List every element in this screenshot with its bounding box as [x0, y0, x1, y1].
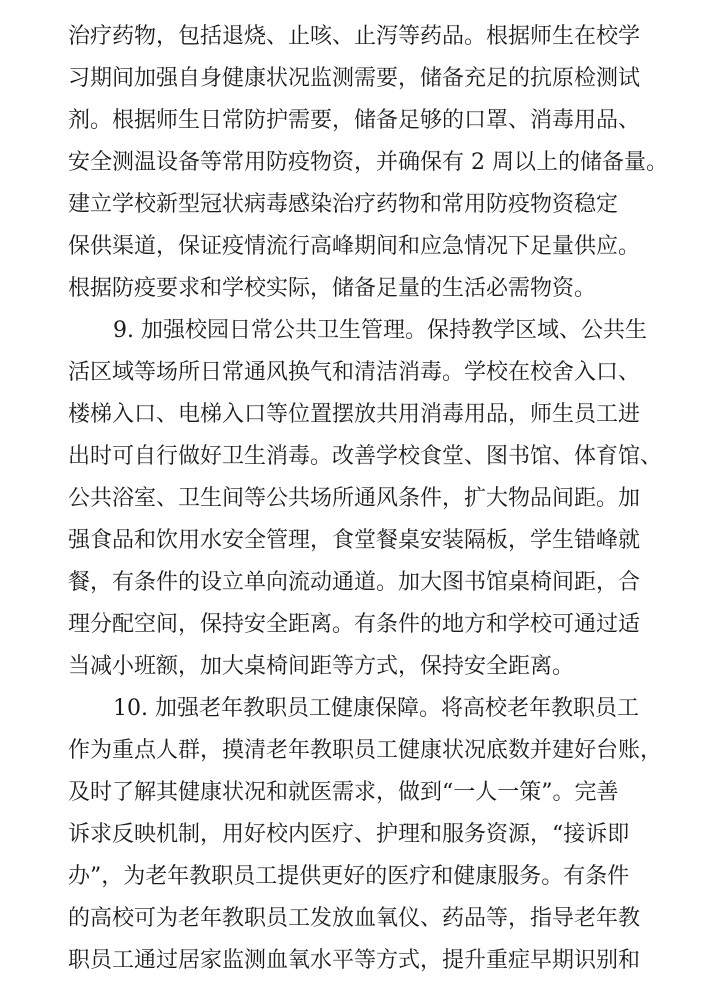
text-line: 强食品和饮用水安全管理，食堂餐桌安装隔板，学生错峰就 — [68, 528, 641, 553]
text-line: 楼梯入口、电梯入口等位置摆放共用消毒用品，师生员工进 — [68, 402, 641, 427]
text-line: 建立学校新型冠状病毒感染治疗药物和常用防疫物资稳定 — [68, 192, 619, 217]
text-line: 理分配空间，保持安全距离。有条件的地方和学校可通过适 — [68, 612, 641, 637]
text-line: 职员工通过居家监测血氧水平等方式，提升重症早期识别和 — [68, 948, 641, 973]
text-line: 剂。根据师生日常防护需要，储备足够的口罩、消毒用品、 — [68, 108, 641, 133]
text-line: 保供渠道，保证疫情流行高峰期间和应急情况下足量供应。 — [68, 234, 641, 259]
text-line: 安全测温设备等常用防疫物资，并确保有 2 周以上的储备量。 — [68, 150, 668, 175]
text-line: 餐，有条件的设立单向流动通道。加大图书馆桌椅间距，合 — [68, 570, 641, 595]
text-line: 治疗药物，包括退烧、止咳、止泻等药品。根据师生在校学 — [68, 24, 641, 49]
text-line: 作为重点人群，摸清老年教职员工健康状况底数并建好台账， — [68, 738, 663, 763]
text-line: 办”，为老年教职员工提供更好的医疗和健康服务。有条件 — [68, 864, 630, 889]
text-line: 诉求反映机制，用好校内医疗、护理和服务资源，“接诉即 — [68, 822, 630, 847]
text-line: 出时可自行做好卫生消毒。改善学校食堂、图书馆、体育馆、 — [68, 444, 663, 469]
text-line: 10. 加强老年教职员工健康保障。将高校老年教职员工 — [113, 696, 639, 721]
text-line: 当减小班额，加大桌椅间距等方式，保持安全距离。 — [68, 654, 575, 679]
text-line: 的高校可为老年教职员工发放血氧仪、药品等，指导老年教 — [68, 906, 641, 931]
text-line: 及时了解其健康状况和就医需求，做到“一人一策”。完善 — [68, 780, 619, 805]
text-line: 公共浴室、卫生间等公共场所通风条件，扩大物品间距。加 — [68, 486, 641, 511]
text-line: 根据防疫要求和学校实际，储备足量的生活必需物资。 — [68, 276, 597, 301]
text-line: 活区域等场所日常通风换气和清洁消毒。学校在校舍入口、 — [68, 360, 641, 385]
text-line: 9. 加强校园日常公共卫生管理。保持教学区域、公共生 — [113, 318, 647, 343]
text-line: 习期间加强自身健康状况监测需要，储备充足的抗原检测试 — [68, 66, 641, 91]
